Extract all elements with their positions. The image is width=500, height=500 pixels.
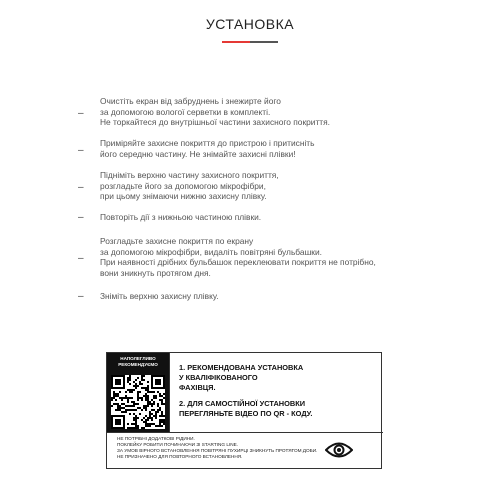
card-instruction-2: 2. ДЛЯ САМОСТІЙНОЇ УСТАНОВКИ ПЕРЕГЛЯНЬТЕ ВІДЕО ПО QR - КОДУ. — [179, 399, 313, 418]
step-marker: – — [78, 145, 84, 156]
page-title: УСТАНОВКА — [205, 16, 295, 32]
step-text: Розгладьте захисне покриття по екрану за допомогою мікрофібри, видаліть повітряні бульбашки. При наявності дрібних бульбашок переклеювати покриття не потрібно, вони зникнуть протягом дня. — [100, 236, 376, 278]
step-marker: – — [78, 291, 84, 302]
step-marker: – — [78, 108, 84, 119]
step-text: Зніміть верхню захисну плівку. — [100, 291, 219, 301]
step-marker: – — [78, 253, 84, 264]
card-instruction-1: 1. РЕКОМЕНДОВАНА УСТАНОВКА У КВАЛІФІКОВАНОГО ФАХІВЦЯ. — [179, 363, 304, 392]
card-footer-notes: НЕ ПОТРІБНІ ДОДАТКОВІ РІДИНИ. ПОКЛЕЙКУ РОБИТИ ПОЧИНАЮЧИ ЗІ STARTING LINE. ЗА УМОВ ВІРНОГО ВСТАНОВЛЕННЯ ПОВІТРЯНІ ПУХИРЦІ ЗНИКНУТЬ ПРОТЯГОМ ДОБИ. НЕ ПРИЗНАЧЕНО ДЛЯ ПОВТОРНОГО ВСТАНОВЛЕННЯ. — [117, 436, 318, 459]
installation-card — [106, 352, 382, 469]
step-text: Приміряйте захисне покриття до пристрою і притисніть його середню частину. Не знімайте захисні плівки! — [100, 138, 315, 159]
step-text: Очистіть екран від забруднень і знежирте його за допомогою вологої серветки в комплекті. Не торкайтеся до внутрішньої частини захисного покриття. — [100, 96, 330, 128]
card-instructions — [179, 363, 379, 419]
title-underline-gray — [250, 41, 278, 43]
card-divider-horizontal — [107, 432, 383, 433]
qr-label: НАПОЛЕГЛИВО РЕКОМЕНДУЄМО — [118, 356, 158, 367]
step-marker: – — [78, 182, 84, 193]
step-marker: – — [78, 212, 84, 223]
step-text: Підніміть верхню частину захисного покриття, розгладьте його за допомогою мікрофібри, при цьому знімаючи нижню захисну плівку. — [100, 170, 279, 202]
eye-icon — [325, 441, 353, 459]
card-divider-vertical — [169, 353, 170, 432]
title-underline — [222, 41, 278, 43]
title-underline-red — [222, 41, 250, 43]
qr-code[interactable] — [111, 375, 165, 429]
step-text: Повторіть дії з нижньою частиною плівки. — [100, 212, 262, 222]
qr-panel — [107, 353, 169, 432]
